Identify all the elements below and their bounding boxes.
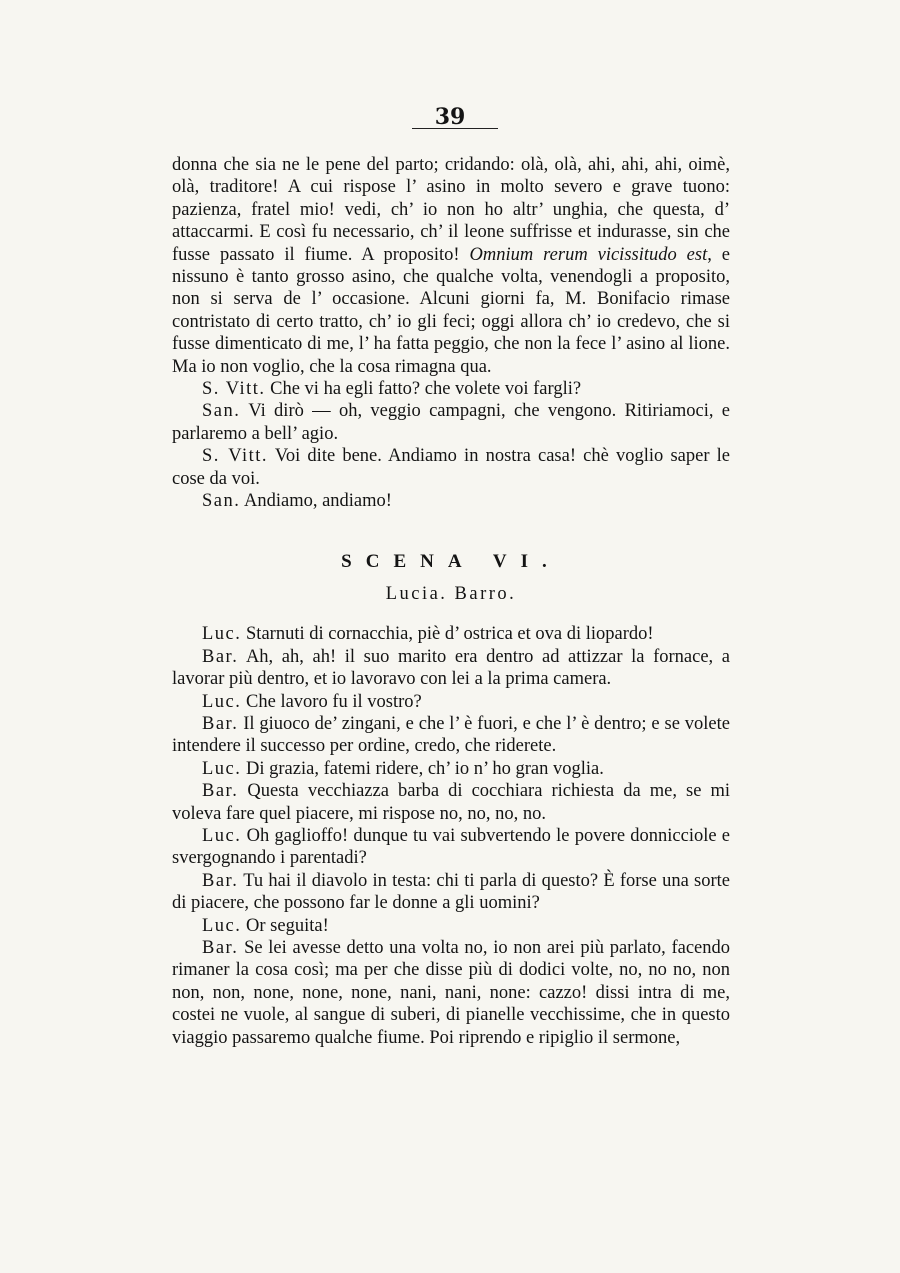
dialogue-line	[172, 400, 730, 445]
speaker-name: Luc.	[202, 915, 242, 936]
dialogue-line	[172, 780, 730, 825]
dialogue-line	[172, 490, 730, 512]
dialogue-line	[172, 445, 730, 490]
speaker-name: Bar.	[202, 646, 239, 667]
dialogue-line	[172, 825, 730, 870]
dialogue-text: Oh gaglioffo! dunque tu vai subvertendo le povere donnicciole e svergognando i parentadi?	[172, 825, 730, 869]
dialogue-text: Tu hai il diavolo in testa: chi ti parla di questo? È forse una sorte di piacere, che possono far le donne a gli uomini?	[172, 870, 730, 914]
latin-phrase: Omnium rerum vicissitudo est	[469, 244, 708, 265]
speaker-name: San.	[202, 401, 241, 422]
dialogue-line	[172, 646, 730, 691]
speaker-name: Luc.	[202, 691, 242, 712]
dialogue-line	[172, 937, 730, 1049]
dialogue-line	[172, 378, 730, 400]
page-number-rule	[412, 128, 498, 129]
speaker-name: Luc.	[202, 624, 242, 645]
dialogue-line	[172, 713, 730, 758]
body-text	[172, 154, 730, 1049]
continued-paragraph	[172, 154, 730, 378]
dialogue-text: Ah, ah, ah! il suo marito era dentro ad attizzar la fornace, a lavorar più dentro, et io lavoravo con lei a la prima camera.	[172, 646, 730, 690]
page-number: 39	[434, 104, 466, 130]
speaker-name: Luc.	[202, 758, 242, 779]
speaker-name: Bar.	[202, 781, 239, 802]
dialogue-text: Voi dite bene. Andiamo in nostra casa! chè voglio saper le cose da voi.	[172, 446, 730, 489]
dialogue-line	[172, 623, 730, 645]
dialogue-line	[172, 758, 730, 780]
speaker-name: Bar.	[202, 870, 239, 891]
dialogue-text: Questa vecchiazza barba di cocchiara richiesta da me, se mi voleva fare quel piacere, mi rispose no, no, no, no.	[172, 781, 730, 824]
dialogue-text: Di grazia, fatemi ridere, ch’ io n’ ho gran voglia.	[246, 758, 604, 779]
speaker-name: Bar.	[202, 713, 239, 734]
dialogue-text: Vi dirò — oh, veggio campagni, che vengono. Ritiriamoci, e parlaremo a bell’ agio.	[172, 401, 730, 444]
speaker-name: Luc.	[202, 825, 242, 846]
dialogue-text: Starnuti di cornacchia, piè d’ ostrica et ova di liopardo!	[246, 624, 654, 645]
speaker-name: San.	[202, 491, 241, 512]
dialogue-text: Andiamo, andiamo!	[243, 491, 392, 512]
dialogue-text: Or seguita!	[246, 915, 329, 936]
dialogue-text: Che vi ha egli fatto? che volete voi fargli?	[270, 379, 582, 400]
dialogue-line	[172, 870, 730, 915]
dialogue-text: Il giuoco de’ zingani, e che l’ è fuori, e che l’ è dentro; e se volete intendere il successo per ordine, credo, che riderete.	[172, 713, 730, 757]
dialogue-line	[172, 915, 730, 937]
speaker-name: S. Vitt.	[202, 446, 269, 467]
speaker-name: S. Vitt.	[202, 379, 266, 400]
scene-characters: Lucia. Barro.	[385, 583, 517, 604]
dialogue-text: Che lavoro fu il vostro?	[246, 691, 422, 712]
paragraph-text: donna che sia ne le pene del parto; cridando: olà, olà, ahi, ahi, ahi, oimè, olà, traditore! A cui rispose l’ asino in molto severo e grave tuono: pazienza, fratel mio! vedi, ch’ io non ho altr’ unghia, che questa, d’ attaccarmi. E così fu necessario, ch’ il leone suffrisse et indurasse, sin che fusse passato il fiume. A proposito!	[172, 155, 730, 265]
speaker-name: Bar.	[202, 938, 239, 958]
dialogue-text: Se lei avesse detto una volta no, io non arei più parlato, facendo rimaner la cosa così; ma per che disse più di dodici volte, no, no no, non non, non, none, none, none, nani, nani, none: cazzo! dissi intra di me, costei ne vuole, al sangue di suberi, di pianelle vecchissime, che in questo viaggio passaremo qualche fiume. Poi riprendo e ripiglio il sermone,	[172, 938, 730, 1048]
paragraph-text: , e nissuno è tanto grosso asino, che qualche volta, venendogli a proposito, non si serva de l’ occasione. Alcuni giorni fa, M. Bonifacio rimase contristato di certo tratto, ch’ io gli feci; oggi allora ch’ io credevo, che si fusse dimenticato di me, l’ ha fatta peggio, che non la fece l’ asino al lione. Ma io non voglio, che la cosa rimagna qua.	[172, 244, 731, 377]
scene-heading: SCENA VI.	[341, 550, 561, 572]
dialogue-line	[172, 691, 730, 713]
